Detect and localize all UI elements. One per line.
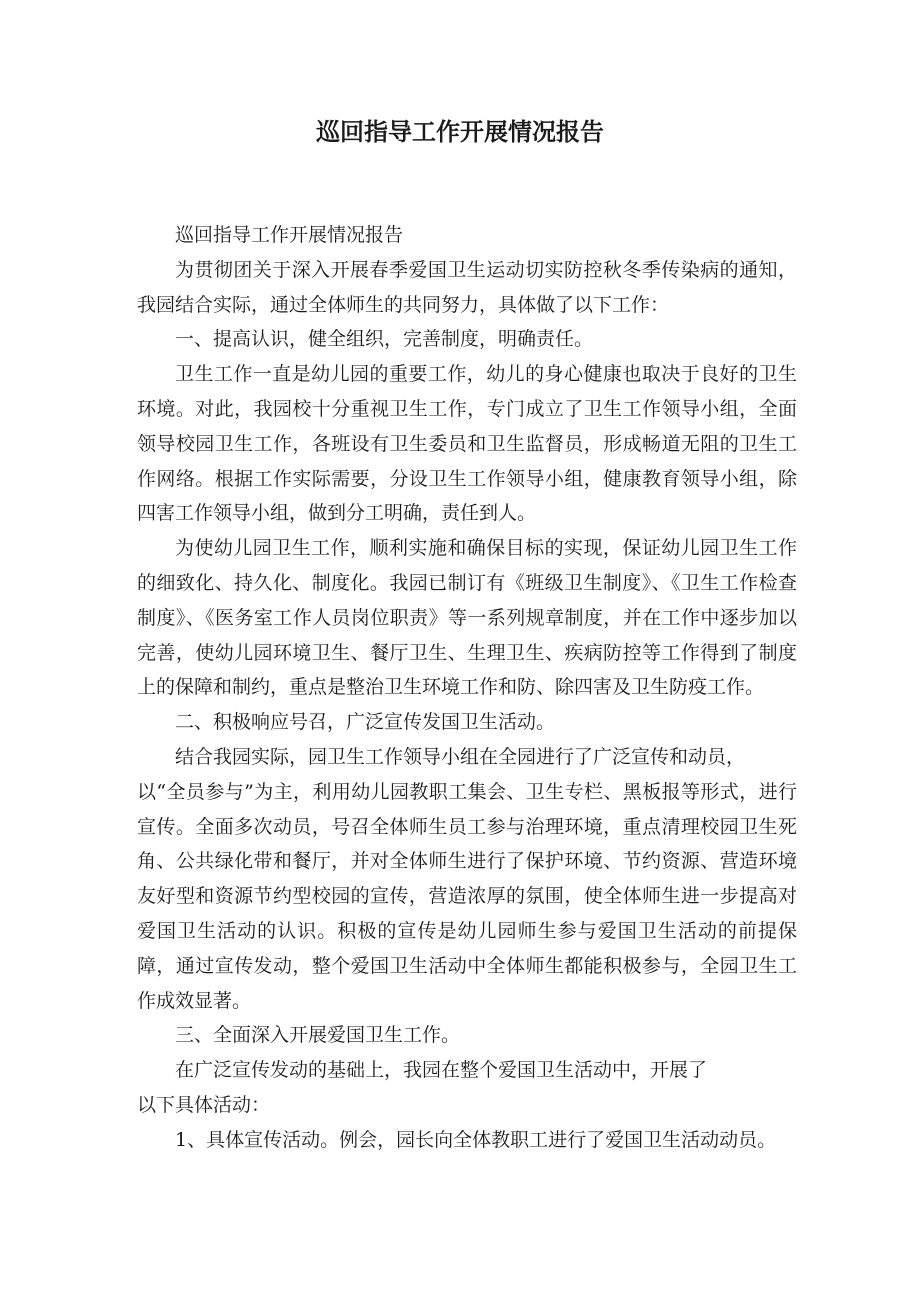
paragraph-organization: 卫生工作一直是幼儿园的重要工作，幼儿的身心健康也取决于良好的卫生环境。对此，我园校十分重视卫生工作，专门成立了卫生工作领导小组，全面领导校园卫生工作，各班设有卫生委员和卫生监督员，形成畅道无阻的卫生工作网络。根据工作实际需要，分设卫生工作领导小组，健康教育领导小组，除四害工作领导小组，做到分工明确，责任到人。 [137,363,797,525]
document-body [137,218,797,1158]
list-item-1: 1、具体宣传活动。例会，园长向全体教职工进行了爱国卫生活动动员。 [175,1128,777,1151]
section-heading-2: 二、积极响应号召，广泛宣传发国卫生活动。 [175,711,556,734]
intro-paragraph: 为贯彻团关于深入开展春季爱国卫生运动切实防控秋冬季传染病的通知，我园结合实际，通过全体师生的共同努力，具体做了以下工作： [137,258,797,316]
paragraph-activities-continued: 以下具体活动： [137,1093,271,1116]
paragraph-activities-start: 在广泛宣传发动的基础上，我园在整个爱国卫生活动中，开展了 [175,1059,708,1082]
section-heading-1: 一、提高认识，健全组织，完善制度，明确责任。 [175,328,594,351]
paragraph-publicity-body: 以“全员参与”为主，利用幼儿园教职工集会、卫生专栏、黑板报等形式，进行宣传。全面多次动员，号召全体师生员工参与治理环境，重点清理校园卫生死角、公共绿化带和餐厅，并对全体师生进行了保护环境、节约资源、营造环境友好型和资源节约型校园的宣传，营造浓厚的氛围，使全体师生进一步提高对爱国卫生活动的认识。积极的宣传是幼儿园师生参与爱国卫生活动的前提保障，通过宣传发动，整个爱国卫生活动中全体师生都能积极参与，全园卫生工作成效显著。 [137,780,797,1012]
paragraph-regulations: 为使幼儿园卫生工作，顺利实施和确保目标的实现，保证幼儿园卫生工作的细致化、持久化、制度化。我园已制订有《班级卫生制度》、《卫生工作检查制度》、《医务室工作人员岗位职责》等一系列规章制度，并在工作中逐步加以完善，使幼儿园环境卫生、餐厅卫生、生理卫生、疾病防控等工作得到了制度上的保障和制约，重点是整治卫生环境工作和防、除四害及卫生防疫工作。 [137,537,797,699]
paragraph-publicity-start: 结合我园实际，园卫生工作领导小组在全园进行了广泛宣传和动员， [175,745,746,768]
subtitle-paragraph: 巡回指导工作开展情况报告 [175,224,404,246]
section-heading-3: 三、全面深入开展爱国卫生工作。 [175,1024,461,1047]
document-title: 巡回指导工作开展情况报告 [316,118,604,146]
